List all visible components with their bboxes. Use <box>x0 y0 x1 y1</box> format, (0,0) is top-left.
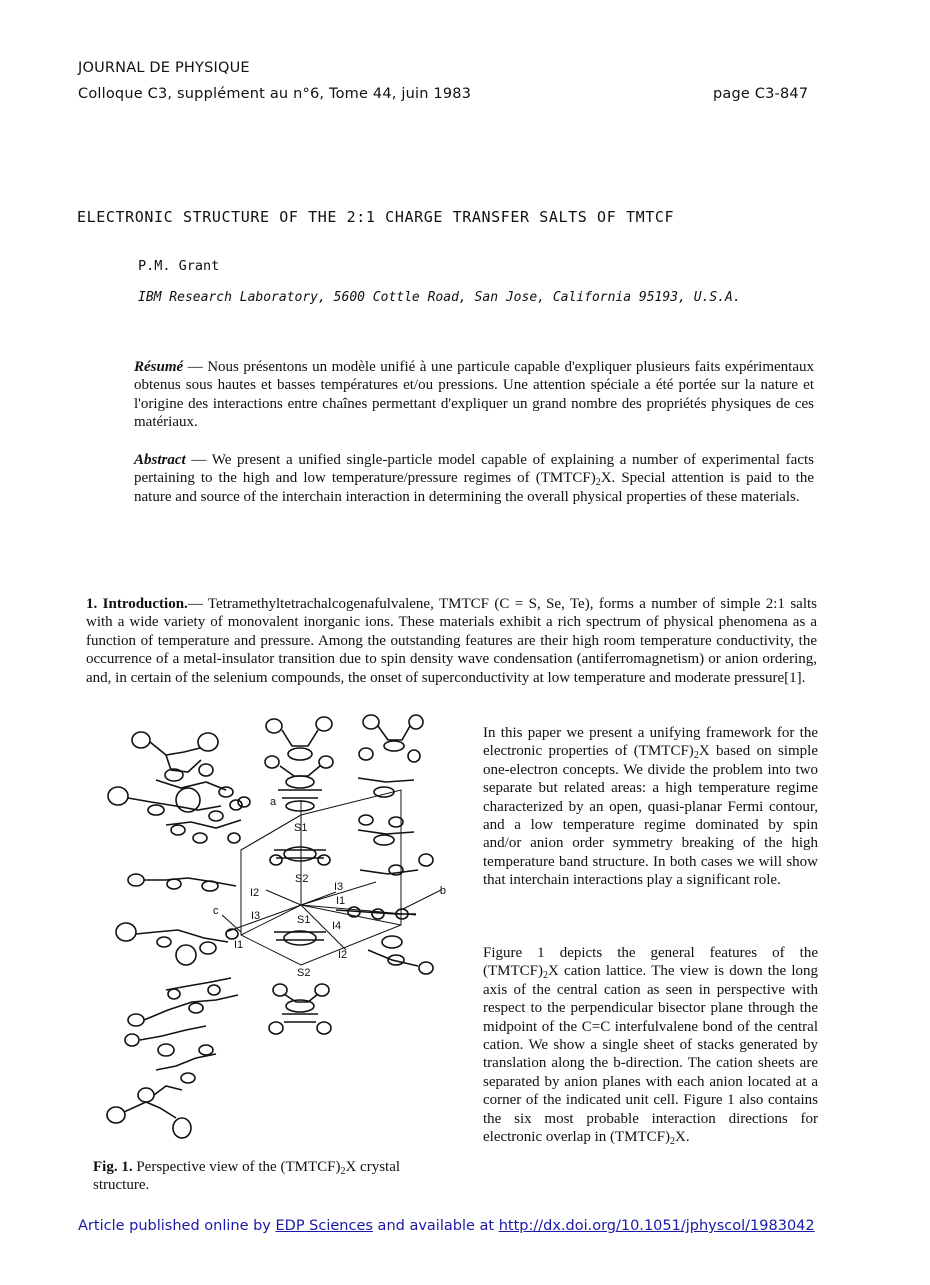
right-column-paragraph-2 <box>483 944 818 1146</box>
left-molecule-stack <box>107 732 250 1138</box>
intro-heading: 1. Introduction. <box>86 596 188 612</box>
label-i1-left: I1 <box>234 939 244 951</box>
axis-label-b: b <box>439 885 446 897</box>
resume-label: Résumé <box>134 359 184 375</box>
label-i2-right: I2 <box>338 949 348 961</box>
label-i3-left: I3 <box>251 910 261 922</box>
axis-label-a: a <box>270 796 277 808</box>
p2-text-c: X. <box>675 1129 690 1146</box>
molecule-stacks <box>107 715 433 1138</box>
p2-subscript-2: 2 <box>670 1136 676 1148</box>
caption-text-a: Perspective view of the (TMTCF) <box>132 1159 341 1175</box>
caption-subscript: 2 <box>340 1166 346 1177</box>
author: P.M. Grant <box>138 258 220 274</box>
figure-caption-label: Fig. 1. <box>93 1159 133 1175</box>
intro-text: — Tetramethyltetrachalcogenafulvalene, TMTCF (C = S, Se, Te), forms a number of simple 2:1 salts with a wide variety of monovalent inorganic ions. These materials exhibit a rich spectrum of physical phenomena as a function of temperature and pressure. Among the outstanding features are their high room temperature conductivity, the occurrence of a metal-insulator transition due to spin density wave condensation (antiferromagnetism) or anion ordering, and, in certain of the selenium compounds, the onset of superconductivity at low temperature and moderate pressure[1]. <box>86 596 817 686</box>
label-s1-top: S1 <box>294 822 308 834</box>
footer <box>78 1218 815 1234</box>
abstract-label: Abstract <box>134 452 186 468</box>
p2-text-a: Figure 1 depicts the general features of the (TMTCF) <box>483 945 818 980</box>
p2-text-b: X cation lattice. The view is down the long axis of the central cation as seen in perspective with respect to the perpendicular bisector plane through the midpoint of the C=C interfulvalene bond of the central cation. We show a single sheet of stacks generated by translation along the b-direction. The cation sheets are separated by anion planes with each anion located at a corner of the indicated unit cell. Figure 1 also contains the six most probable interaction directions for electronic overlap in (TMTCF) <box>483 963 818 1146</box>
label-s2-bottom: S2 <box>297 967 311 979</box>
abstract-text-b: X. Special attention is paid to the nature and source of the interchain interaction in determining the overall physical properties of these materials. <box>134 470 814 505</box>
footer-prefix: Article published online by <box>78 1218 276 1234</box>
label-s2-top: S2 <box>295 873 309 885</box>
footer-middle: and available at <box>372 1218 499 1234</box>
introduction-paragraph <box>86 595 817 687</box>
abstract-text-a: — We present a unified single-particle model capable of explaining a number of experimental facts pertaining to the high and low temperature/pressure regimes of (TMTCF) <box>134 452 814 487</box>
axis-label-c: c <box>213 905 219 917</box>
page-number: page C3-847 <box>713 86 809 102</box>
abstract-paragraph <box>134 451 814 506</box>
resume-text: — Nous présentons un modèle unifié à une particule capable d'expliquer plusieurs faits expérimentaux obtenus sous hautes et basses températures et/ou pressions. Une attention spéciale a été portée sur la nature et l'origine des interactions entre chaînes permettant d'expliquer un grand nombre des propriétés physiques de ces matériaux. <box>134 359 814 431</box>
p1-text-a: In this paper we present a unifying framework for the electronic properties of (TMTCF) <box>483 725 818 760</box>
p2-subscript: 2 <box>543 970 548 982</box>
figure-caption <box>93 1158 453 1195</box>
label-i1-right: I1 <box>336 895 346 907</box>
right-molecule-stack <box>336 715 433 974</box>
journal-name: JOURNAL DE PHYSIQUE <box>78 60 250 76</box>
label-i2-left: I2 <box>250 887 260 899</box>
publisher-link[interactable]: EDP Sciences <box>275 1218 373 1234</box>
affiliation: IBM Research Laboratory, 5600 Cottle Road, San Jose, California 95193, U.S.A. <box>138 290 741 305</box>
doi-link[interactable]: http://dx.doi.org/10.1051/jphyscol/1983042 <box>498 1218 815 1234</box>
paper-title: ELECTRONIC STRUCTURE OF THE 2:1 CHARGE TRANSFER SALTS OF TMTCF <box>77 208 675 226</box>
abstract-subscript: 2 <box>595 477 601 489</box>
right-column-paragraph-1 <box>483 724 818 890</box>
label-i3-right: I3 <box>334 881 344 893</box>
caption-text-b: X crystal structure. <box>93 1159 401 1194</box>
p1-subscript: 2 <box>693 750 699 762</box>
resume-paragraph <box>134 358 814 432</box>
colloque-info: Colloque C3, supplément au n°6, Tome 44, juin 1983 <box>78 86 472 102</box>
figure-labels <box>213 796 446 979</box>
unit-cell-lines <box>222 790 441 965</box>
crystal-structure-figure <box>96 710 446 1140</box>
label-i4: I4 <box>332 920 342 932</box>
label-s1-bottom: S1 <box>297 914 311 926</box>
p1-text-b: X based on simple one-electron concepts. We divide the problem into two separate but related areas: a high temperature regime characterized by an open, quasi-planar Fermi contour, and a low temperature regime dominated by spin and/or anion order symmetry breaking of the high temperature band structure. In both cases we will show that interchain interactions play a significant role. <box>483 743 818 889</box>
